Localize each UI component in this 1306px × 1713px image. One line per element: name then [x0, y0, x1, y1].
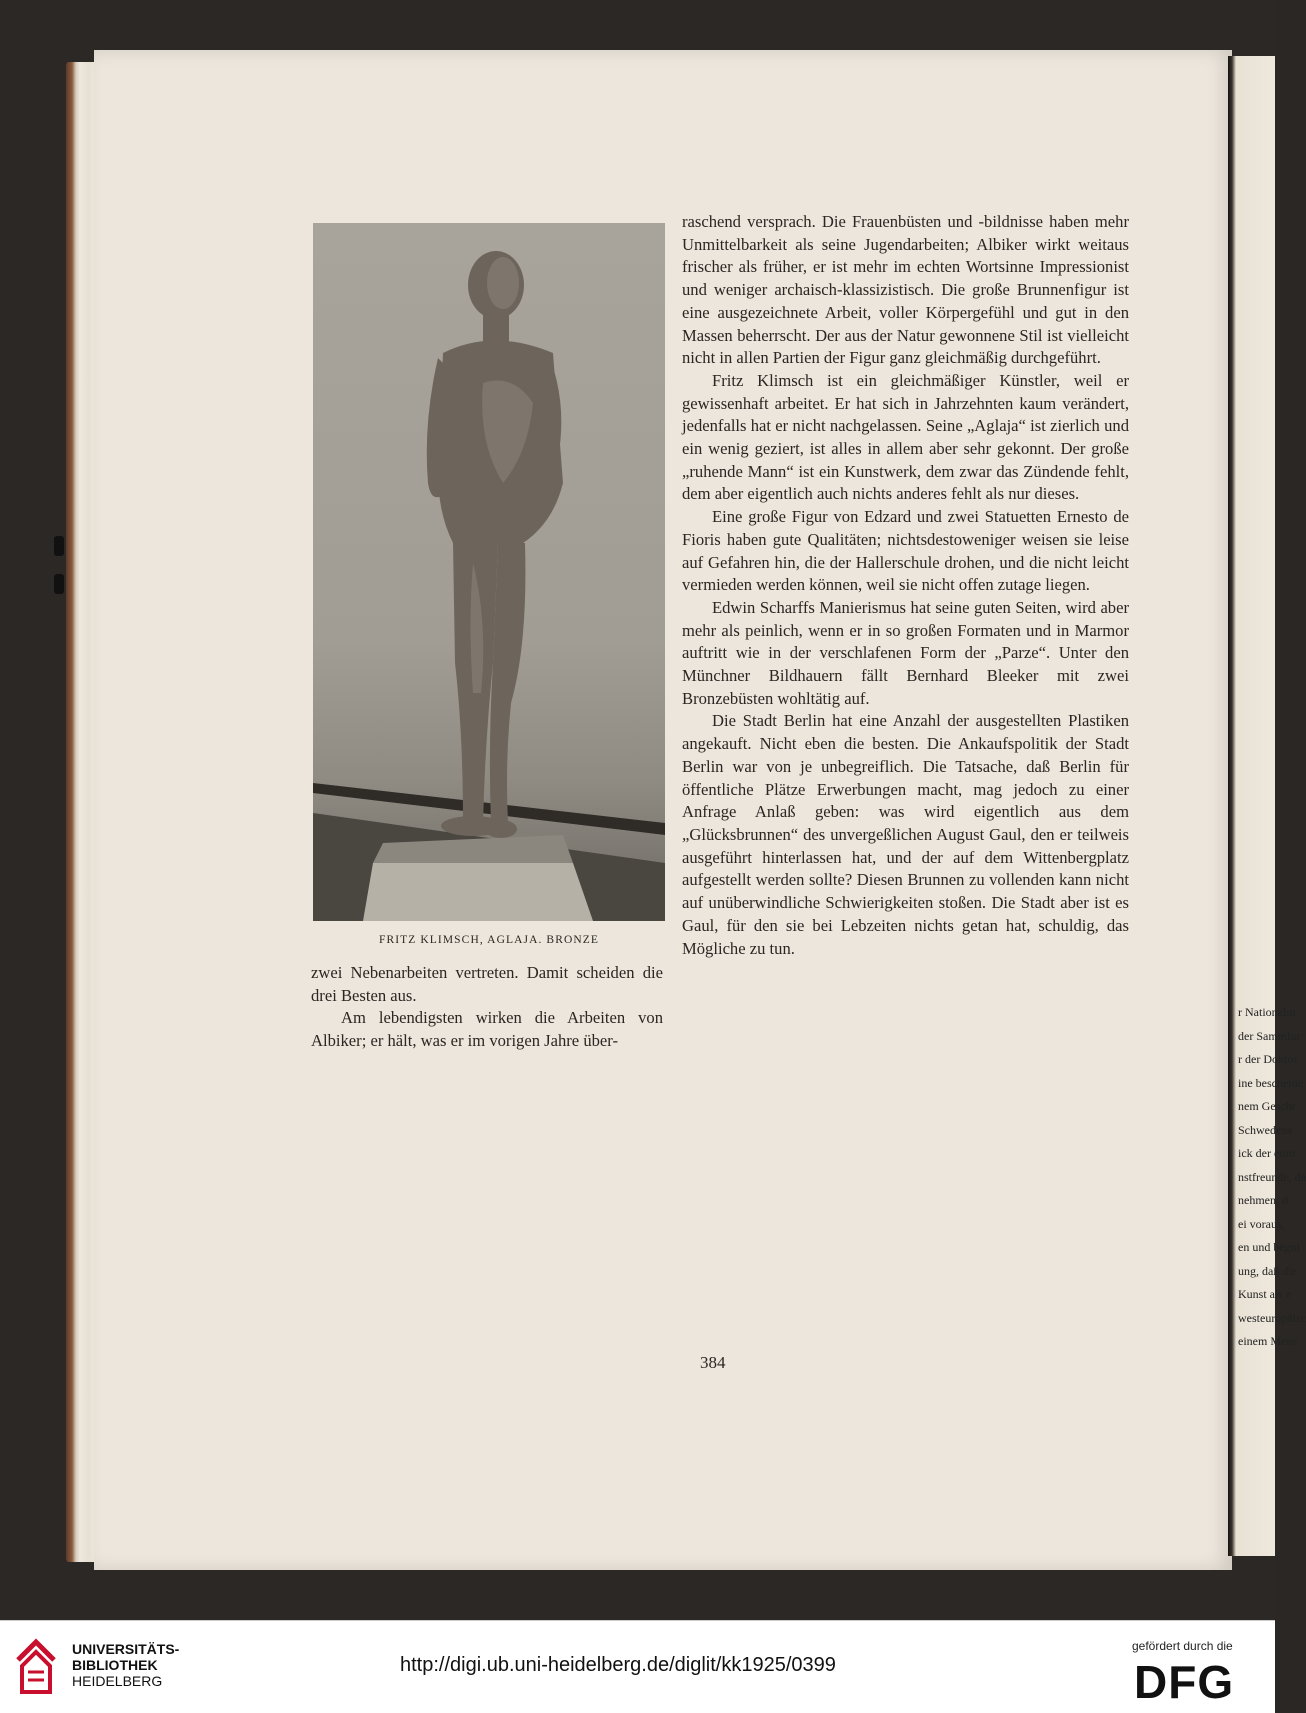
- next-page-fragment: westeuropäisc: [1238, 1310, 1306, 1325]
- paragraph: zwei Nebenarbeiten vertreten. Damit scheiden die drei Besten aus.: [311, 963, 663, 1005]
- dfg-logo: DFG: [1134, 1656, 1235, 1708]
- next-page-fragment: Schwedens: [1238, 1122, 1292, 1137]
- university-library-logo-icon: [14, 1638, 58, 1696]
- library-name-line3: HEIDELBERG: [72, 1673, 163, 1689]
- next-page-fragment: nem Geschr: [1238, 1099, 1296, 1113]
- next-page-fragment: einem Mens: [1238, 1334, 1297, 1348]
- scanner-clip: [54, 574, 64, 594]
- library-name-line1: UNIVERSITÄTS-: [72, 1641, 180, 1657]
- next-page-fragment: nehmen, d: [1238, 1193, 1288, 1207]
- paragraph: Am lebendigsten wirken die Arbeiten von Albiker; er hält, was er im vorigen Jahre über-: [311, 1008, 663, 1051]
- scanner-clip: [54, 536, 64, 556]
- paragraph: Eine große Figur von Edzard und zwei Statuetten Ernesto de Fioris haben gute Qualitäten; nichtsdestoweniger weisen sie leise auf Gefahren hin, die der Hallerschule drohen, und die nicht leicht vermieden werden können, weil sie nicht offen zutage liegen.: [682, 507, 1129, 595]
- text-column-left: [311, 962, 663, 1053]
- paragraph: Die Stadt Berlin hat eine Anzahl der ausgestellten Plastiken angekauft. Nicht eben die besten. Die Ankaufspolitik der Stadt Berlin war von je unbegreiflich. Die Tatsache, daß Berlin für öffentliche Plätze Erwerbungen macht, mag jedoch zu einer Anfrage Anlaß geben: was wird eigentlich aus dem „Glücksbrunnen“ des unvergeßlichen August Gaul, den er teilweis ausgeführt hinterlassen hat, und der auf dem Wittenbergplatz aufgestellt werden sollte? Diesen Brunnen zu vollenden kann nicht auf unüberwindliche Schwierigkeiten stoßen. Die Stadt aber ist es Gaul, für den sie bei Lebzeiten nichts getan hat, schuldig, das Mögliche zu tun.: [682, 711, 1129, 958]
- sculpture-photograph: [313, 223, 665, 921]
- next-page-fragment: r Nationalm: [1238, 1005, 1296, 1019]
- library-name-line2: BIBLIOTHEK: [72, 1657, 158, 1673]
- next-page-fragment: ine bescheide: [1238, 1075, 1303, 1090]
- next-page-fragment: ung, daß die: [1238, 1263, 1297, 1278]
- next-page-fragment: ei voraus,: [1238, 1216, 1285, 1231]
- next-page-fragment: ick der euro: [1238, 1146, 1296, 1160]
- text-column-right: [682, 211, 1129, 960]
- paragraph: Fritz Klimsch ist ein gleichmäßiger Künstler, weil er gewissenhaft arbeitet. Er hat sich in Jahrzehnten kaum verändert, jedenfalls hat er nicht nachgelassen. Seine „Aglaja“ ist zierlich und ein wenig geziert, ist alles in allem aber sehr gekonnt. Der große „ruhende Mann“ ist ein Kunstwerk, dem zwar das Zündende fehlt, dem aber eigentlich auch nichts anderes fehlt als nur dieses.: [682, 370, 1129, 504]
- footer-bar: [0, 1620, 1275, 1713]
- page-number: 384: [700, 1353, 726, 1372]
- library-name: [72, 1641, 179, 1689]
- next-page-edge: [1228, 56, 1306, 1556]
- next-page-fragment: r der Doktor: [1238, 1052, 1298, 1066]
- next-page-fragment: der Sammlur: [1238, 1028, 1301, 1043]
- permalink-url[interactable]: http://digi.ub.uni-heidelberg.de/diglit/kk1925/0399: [400, 1654, 836, 1676]
- paragraph: Edwin Scharffs Manierismus hat seine guten Seiten, wird aber mehr als peinlich, wenn er in so großen Formaten und in Marmor auftritt wie in der verschlafenen Form der „Parze“. Unter den Münchner Bildhauern fällt Bernhard Bleeker mit zwei Bronzebüsten wohltätig auf.: [682, 597, 1129, 708]
- funding-label: gefördert durch die: [1132, 1639, 1233, 1653]
- paragraph: raschend versprach. Die Frauenbüsten und -bildnisse haben mehr Unmittelbarkeit als seine Jugendarbeiten; Albiker wirkt weitaus frischer als früher, er ist mehr im echten Wortsinne Impressionist und weniger archaisch-klassizistisch. Die große Brunnenfigur ist eine ausgezeichnete Arbeit, voller Körpergefühl und gut in den Massen beherrscht. Der aus der Natur gewonnene Stil ist vielleicht nicht in allen Partien der Figur ganz gleichmäßig durchgeführt.: [682, 212, 1129, 368]
- figure-caption: FRITZ KLIMSCH, AGLAJA. BRONZE: [378, 934, 600, 946]
- sculpture-figure: [313, 223, 665, 921]
- next-page-fragment: nstfreunde, da: [1238, 1169, 1306, 1184]
- next-page-fragment: Kunst als e: [1238, 1287, 1292, 1301]
- next-page-fragment: en und begni: [1238, 1240, 1300, 1254]
